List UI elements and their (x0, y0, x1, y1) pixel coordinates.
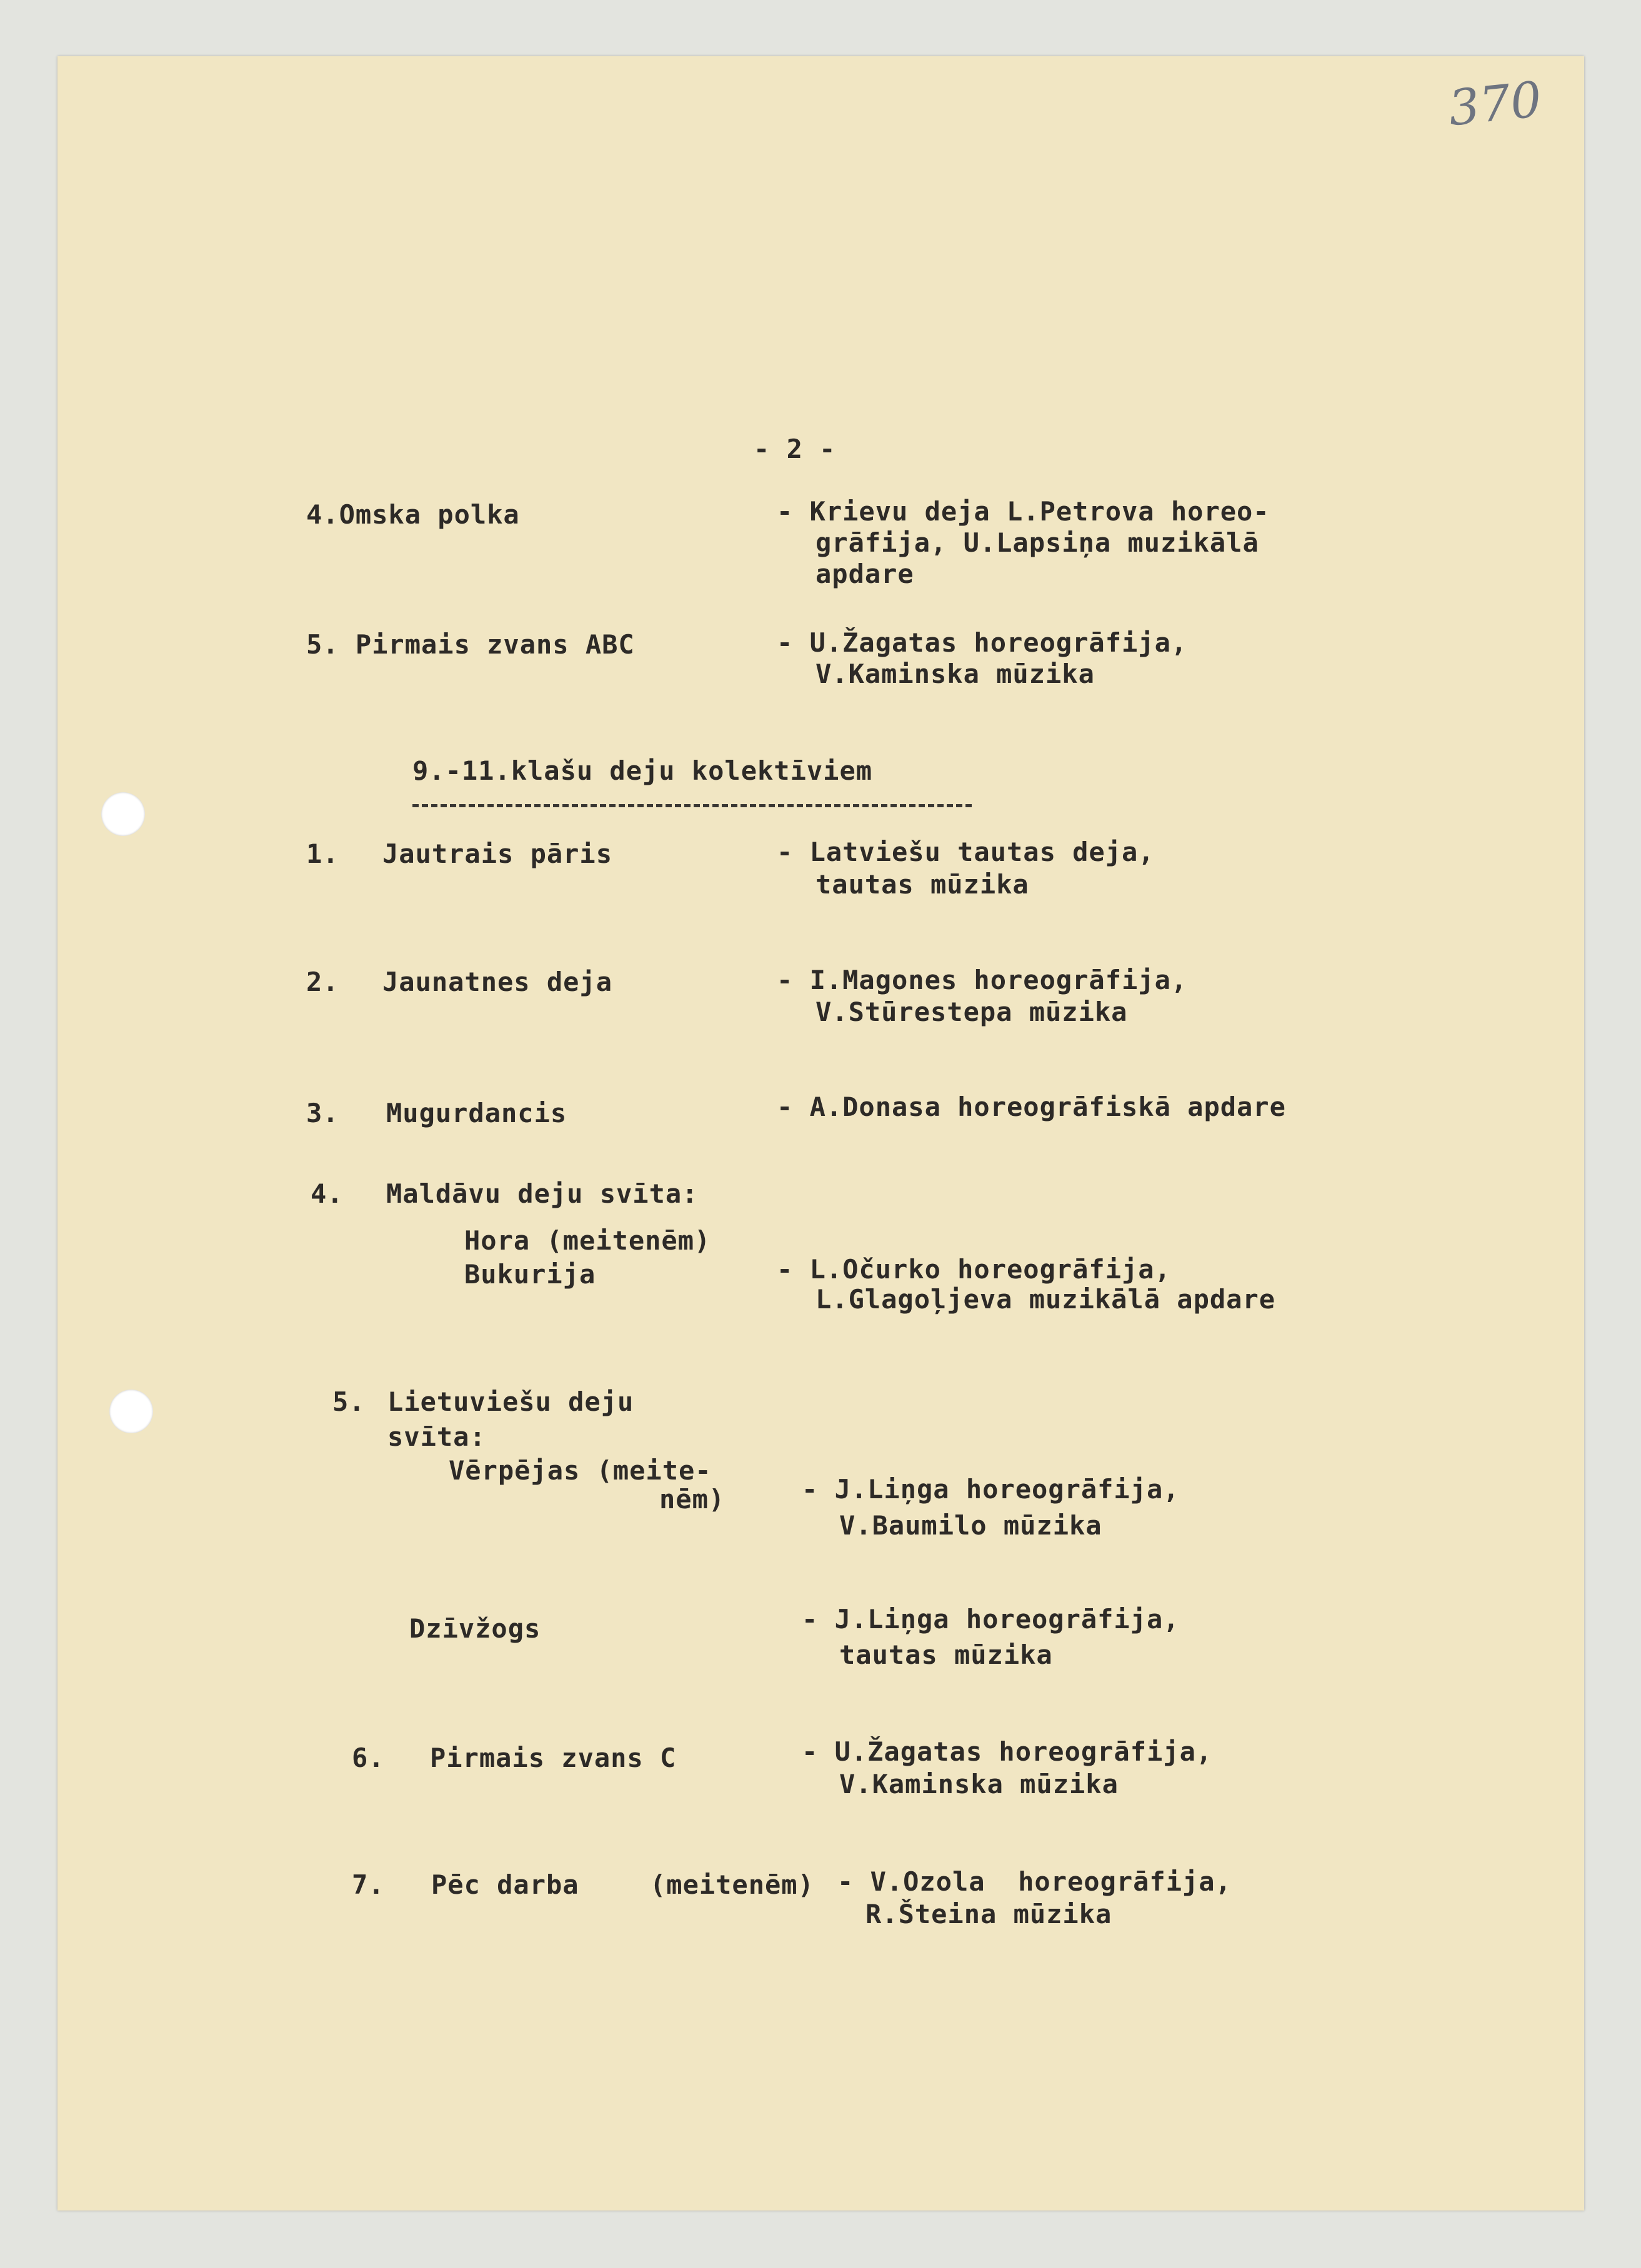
punch-hole-lower (109, 1390, 153, 1433)
item-number: 1. (306, 838, 339, 869)
item-title: Maldāvu deju svīta: (386, 1178, 699, 1209)
item-desc-line: - J.Liņga horeogrāfija, (802, 1474, 1180, 1505)
item-title: Mugurdancis (386, 1098, 567, 1128)
section-heading: 9.-11.klašu deju kolektīviem (412, 755, 873, 786)
document-page (57, 56, 1584, 2211)
item-desc-line: - U.Žagatas horeogrāfija, (802, 1736, 1213, 1767)
item-desc-line: tautas mūzika (839, 1639, 1053, 1670)
item-desc-line: tautas mūzika (816, 869, 1029, 900)
item-title: Jaunatnes deja (382, 967, 613, 997)
item-sub-line: Vērpējas (meite- (449, 1455, 712, 1486)
item-number: 5. (332, 1386, 366, 1417)
item-desc-line: grāfija, U.Lapsiņa muzikālā (816, 527, 1259, 558)
item-desc-line: V.Kaminska mūzika (839, 1769, 1119, 1799)
item-desc-line: apdare (816, 559, 914, 589)
item-desc-line: - Krievu deja L.Petrova horeo- (777, 496, 1270, 527)
item-desc-line: - Latviešu tautas deja, (777, 837, 1155, 867)
item-sub-line: Hora (meitenēm) (464, 1225, 711, 1256)
item-sub-line: Dzīvžogs (409, 1613, 541, 1644)
item-desc-line: - L.Očurko horeogrāfija, (777, 1254, 1171, 1285)
item-title: Pēc darba (431, 1869, 579, 1900)
page-number: - 2 - (754, 434, 836, 464)
item-desc-line: - I.Magones horeogrāfija, (777, 965, 1188, 995)
item-number: 3. (306, 1098, 339, 1128)
heading-underline (412, 804, 972, 807)
item-desc-line: - V.Ozola horeogrāfija, (837, 1866, 1232, 1897)
folio-number: 370 (1445, 71, 1545, 137)
item-title: 5. Pirmais zvans ABC (306, 629, 635, 660)
item-title-line: svīta: (387, 1421, 486, 1452)
item-desc-line: V.Baumilo mūzika (839, 1510, 1102, 1541)
item-desc-line: L.Glagoļjeva muzikālā apdare (816, 1284, 1276, 1315)
item-title: Jautrais pāris (382, 838, 613, 869)
item-number: 6. (352, 1743, 385, 1773)
item-desc-line: R.Šteina mūzika (865, 1899, 1112, 1929)
item-sub-line: (meitenēm) (650, 1869, 814, 1900)
item-title: Pirmais zvans C (430, 1743, 677, 1773)
item-sub-line: Bukurija (464, 1259, 596, 1290)
item-number: 7. (352, 1869, 385, 1900)
item-desc-line: V.Kaminska mūzika (816, 659, 1095, 689)
punch-hole-upper (101, 792, 145, 836)
item-desc-line: V.Stūrestepa mūzika (816, 997, 1128, 1027)
item-sub-line: nēm) (659, 1484, 726, 1514)
item-title-line: Lietuviešu deju (387, 1386, 634, 1417)
item-number: 2. (306, 967, 339, 997)
item-desc-line: - J.Liņga horeogrāfija, (802, 1604, 1180, 1634)
item-desc-line: - A.Donasa horeogrāfiskā apdare (777, 1092, 1286, 1122)
item-desc-line: - U.Žagatas horeogrāfija, (777, 627, 1188, 658)
item-number: 4. (311, 1178, 344, 1209)
item-title: 4.Omska polka (306, 499, 520, 530)
